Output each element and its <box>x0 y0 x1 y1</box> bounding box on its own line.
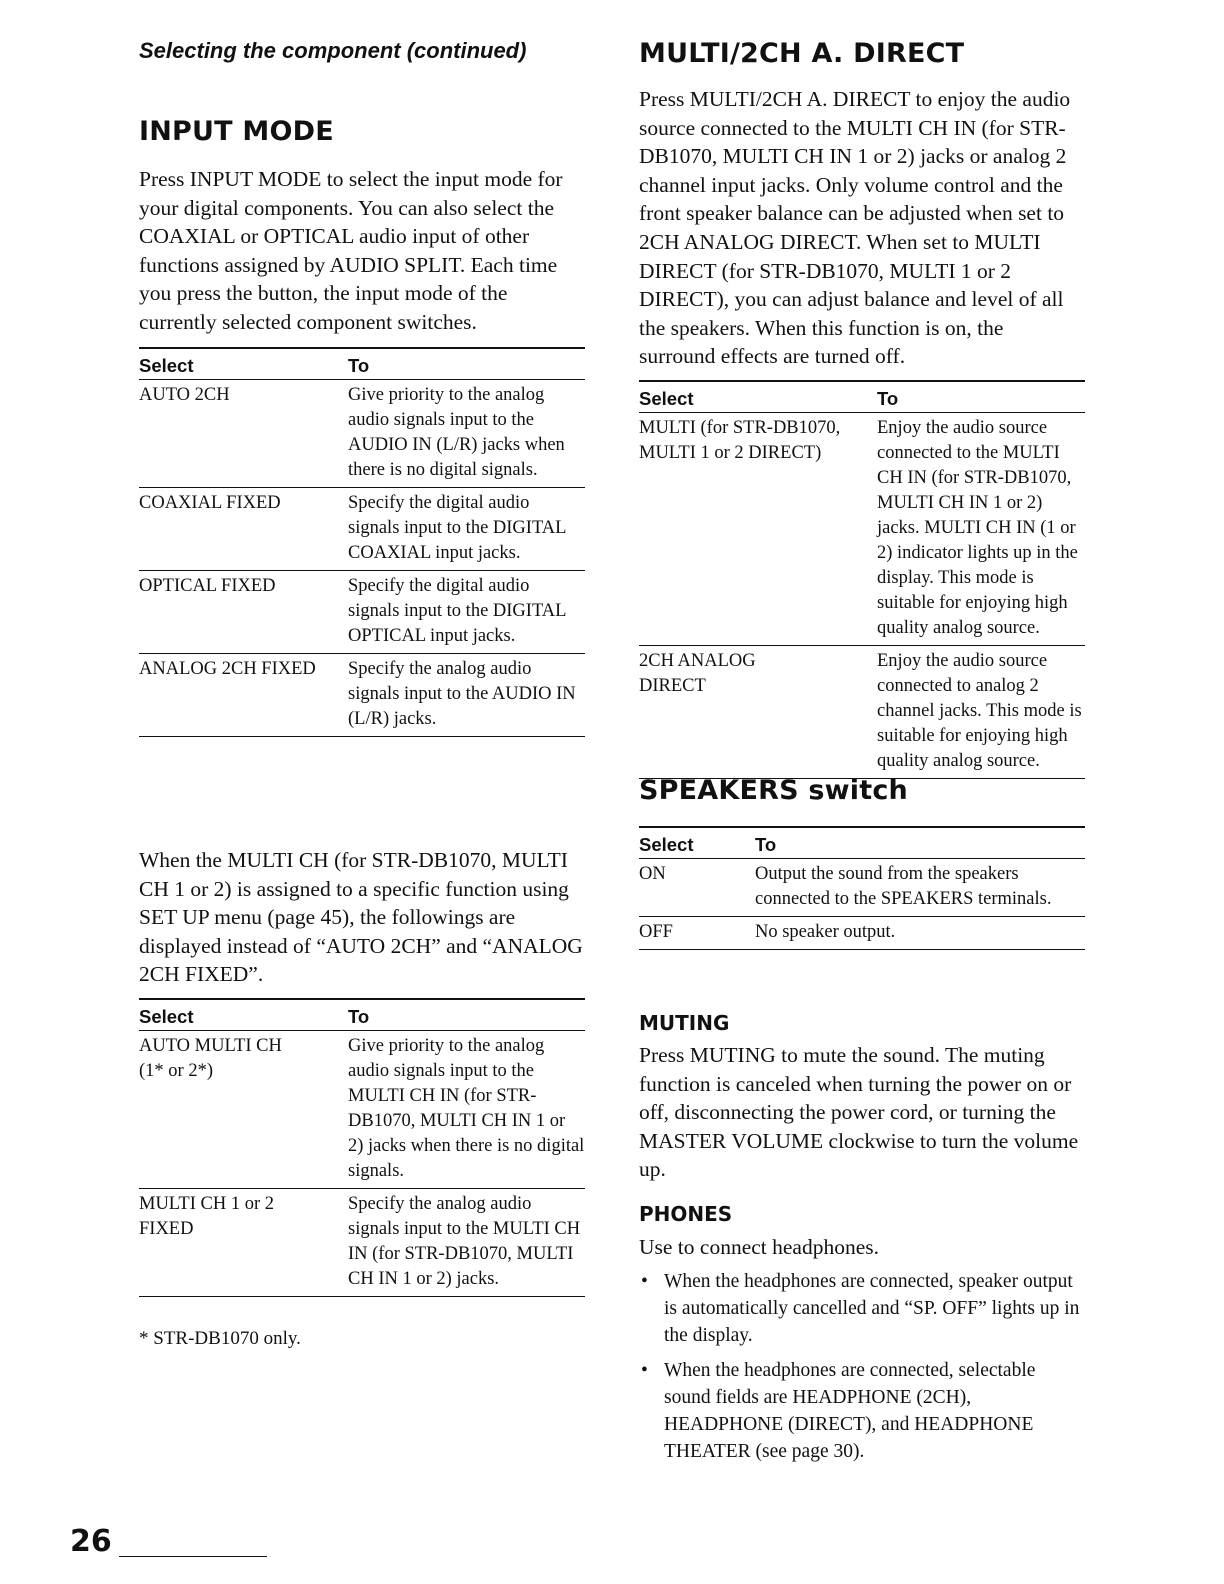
folio-rule <box>119 1556 267 1557</box>
table-header-row <box>639 827 1085 859</box>
column-header-to: To <box>348 348 585 380</box>
select-cell: ON <box>639 859 755 917</box>
select-cell <box>139 1031 348 1189</box>
muting-text: Press MUTING to mute the sound. The muting function is canceled when turning the power on or off, disconnecting the power cord, or turning the MASTER VOLUME clockwise to turn the volume up. <box>639 1043 1079 1182</box>
select-sub: (1* or 2*) <box>139 1061 213 1081</box>
to-cell: Specify the analog audio signals input to the MULTI CH IN (for STR-DB1070, MULTI CH IN 1 or 2) jacks. <box>348 1189 585 1297</box>
table-header-row <box>139 348 585 380</box>
column-header-to: To <box>877 381 1085 413</box>
multi-ch-paragraph: When the MULTI CH (for STR-DB1070, MULTI CH 1 or 2) is assigned to a specific function using SET UP menu (page 45), the followings are displayed instead of “AUTO 2CH” and “ANALOG 2CH FIXED”. <box>139 848 583 987</box>
table-row <box>639 413 1085 646</box>
multi-direct-intro: Press MULTI/2CH A. DIRECT to enjoy the audio source connected to the MULTI CH IN (for STR-DB1070, MULTI CH IN 1 or 2) jacks or analog 2 channel input jacks. Only volume control and the front speaker balance can be adjusted when set to 2CH ANALOG DIRECT. When set to MULTI DIRECT (for STR-DB1070, MULTI 1 or 2 DIRECT), you can adjust balance and level of all the speakers. When this function is on, the surround effects are turned off. <box>639 87 1071 369</box>
bullet-dot-icon: • <box>641 1271 648 1292</box>
to-cell: No speaker output. <box>755 917 1085 950</box>
table-row <box>139 488 585 571</box>
to-cell: Enjoy the audio source connected to the MULTI CH IN (for STR-DB1070, MULTI CH IN 1 or 2) jacks. MULTI CH IN (1 or 2) indicator lights up in the display. This mode is suitable for enjoying high quality analog source. <box>877 413 1085 646</box>
table-row <box>639 917 1085 950</box>
bullet-text: When the headphones are connected, speaker output is automatically cancelled and “SP. OFF” lights up in the display. <box>664 1271 1080 1346</box>
select-cell <box>139 1189 348 1297</box>
column-header-select: Select <box>139 348 348 380</box>
multi-direct-heading: MULTI/2CH A. DIRECT <box>639 38 965 69</box>
to-cell: Give priority to the analog audio signals input to the AUDIO IN (L/R) jacks when there is no digital signals. <box>348 380 585 488</box>
running-head: Selecting the component (continued) <box>139 38 527 63</box>
select-cell: AUTO 2CH <box>139 380 348 488</box>
page-number: 26 <box>70 1524 112 1559</box>
phones-bullet-list <box>639 1268 1085 1473</box>
select-cell: MULTI (for STR-DB1070, MULTI 1 or 2 DIRECT) <box>639 413 877 646</box>
select-label: AUTO MULTI CH <box>139 1036 282 1056</box>
column-header-select: Select <box>139 999 348 1031</box>
input-mode-intro: Press INPUT MODE to select the input mode for your digital components. You can also select the COAXIAL or OPTICAL audio input of other functions assigned by AUDIO SPLIT. Each time you press the button, the input mode of the currently selected component switches. <box>139 167 563 334</box>
speakers-table <box>639 826 1085 950</box>
column-header-select: Select <box>639 381 877 413</box>
select-label: MULTI CH 1 or 2 FIXED <box>139 1194 274 1239</box>
table-row <box>139 571 585 654</box>
select-cell: COAXIAL FIXED <box>139 488 348 571</box>
table-header-row <box>139 999 585 1031</box>
multi-direct-table <box>639 380 1085 779</box>
table-row <box>639 646 1085 779</box>
to-cell: Specify the digital audio signals input to the DIGITAL COAXIAL input jacks. <box>348 488 585 571</box>
table-row <box>639 859 1085 917</box>
select-cell: OPTICAL FIXED <box>139 571 348 654</box>
table-row <box>139 654 585 737</box>
select-cell: ANALOG 2CH FIXED <box>139 654 348 737</box>
bullet-dot-icon: • <box>641 1360 648 1381</box>
input-mode-heading: INPUT MODE <box>139 116 334 147</box>
speakers-heading: SPEAKERS switch <box>639 775 908 806</box>
phones-text: Use to connect headphones. <box>639 1235 880 1259</box>
muting-heading: MUTING <box>639 1011 730 1035</box>
column-header-select: Select <box>639 827 755 859</box>
list-item <box>639 1268 1085 1349</box>
column-header-to: To <box>348 999 585 1031</box>
table-row <box>139 1189 585 1297</box>
to-cell: Specify the digital audio signals input to the DIGITAL OPTICAL input jacks. <box>348 571 585 654</box>
to-cell: Specify the analog audio signals input to the AUDIO IN (L/R) jacks. <box>348 654 585 737</box>
table-header-row <box>639 381 1085 413</box>
input-mode-table <box>139 347 585 737</box>
select-cell: OFF <box>639 917 755 950</box>
list-item <box>639 1357 1085 1465</box>
to-cell: Give priority to the analog audio signals input to the MULTI CH IN (for STR-DB1070, MULTI CH IN 1 or 2) jacks when there is no digital signals. <box>348 1031 585 1189</box>
multi-ch-table <box>139 998 585 1297</box>
to-cell: Enjoy the audio source connected to analog 2 channel jacks. This mode is suitable for enjoying high quality analog source. <box>877 646 1085 779</box>
table-row <box>139 1031 585 1189</box>
bullet-text: When the headphones are connected, selectable sound fields are HEADPHONE (2CH), HEADPHONE (DIRECT), and HEADPHONE THEATER (see page 30). <box>664 1360 1036 1462</box>
table-row <box>139 380 585 488</box>
column-header-to: To <box>755 827 1085 859</box>
select-cell: 2CH ANALOG DIRECT <box>639 646 877 779</box>
phones-heading: PHONES <box>639 1202 733 1226</box>
to-cell: Output the sound from the speakers connected to the SPEAKERS terminals. <box>755 859 1085 917</box>
footnote: * STR-DB1070 only. <box>139 1328 301 1349</box>
